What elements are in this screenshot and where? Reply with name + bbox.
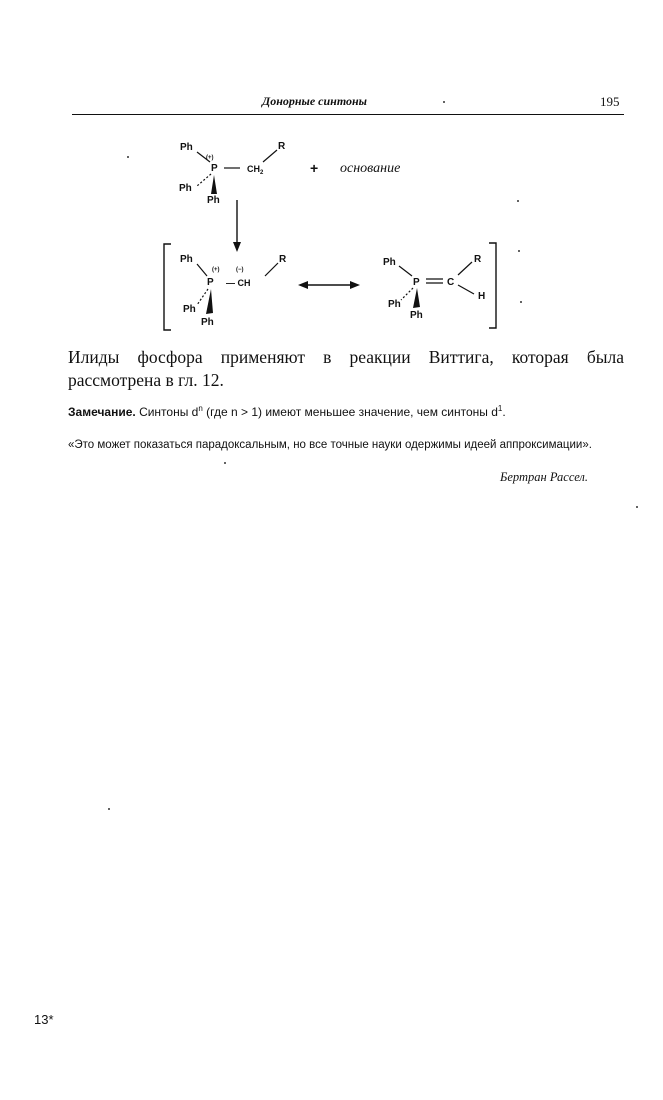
ph-label: Ph: [410, 310, 423, 321]
phosphonium-salt: [179, 141, 400, 206]
quote-author: Бертран Рассел.: [500, 470, 589, 484]
ph-label: Ph: [207, 195, 220, 206]
main-paragraph: Илиды фосфора применяют в реакции Виттига, которая была рассмотрена в гл. 12.: [68, 347, 624, 390]
base-label: основание: [340, 161, 401, 176]
dashed-bond: [197, 174, 211, 186]
scan-speck: [520, 301, 522, 303]
note-label: Замечание.: [68, 405, 136, 419]
bond-line: [458, 262, 472, 275]
wedge-bond: [211, 175, 217, 194]
note-paragraph: [68, 404, 628, 419]
charge-plus: (+): [212, 267, 220, 273]
right-bracket: [489, 243, 496, 328]
scan-speck: [518, 250, 520, 252]
ph-label: Ph: [179, 183, 192, 194]
note-superscript: n: [198, 404, 203, 413]
down-arrow-icon: [233, 200, 241, 252]
charge-minus: (−): [236, 267, 244, 273]
ph-label: Ph: [388, 299, 401, 310]
plus-sign: +: [310, 160, 319, 176]
ylene-structure: [383, 254, 485, 321]
ch2-sub: 2: [260, 170, 264, 176]
header-title: Донорные синтоны: [262, 94, 367, 108]
wittig-ylide-scheme: [0, 0, 663, 340]
scan-speck: [443, 101, 445, 103]
bond-line: [263, 150, 277, 162]
phosphorus-label: P: [413, 277, 420, 288]
ph-label: Ph: [180, 142, 193, 153]
epigraph-quote: «Это может показаться парадоксальным, но все точные науки одержимы идеей аппроксимации».: [68, 439, 592, 451]
ylide-structure: [180, 254, 287, 328]
ph-label: Ph: [201, 317, 214, 328]
scan-speck: [636, 506, 638, 508]
dashed-bond: [197, 289, 208, 305]
r-label: R: [279, 254, 287, 265]
bond-line: [197, 264, 207, 276]
resonance-arrow-icon: [298, 281, 360, 289]
note-text: Синтоны d: [139, 405, 199, 419]
carbon-label: C: [447, 277, 455, 288]
scan-speck: [224, 462, 226, 464]
signature-mark: 13*: [34, 1012, 54, 1027]
left-bracket: [164, 244, 171, 330]
bond-line: [265, 263, 278, 276]
note-text: .: [502, 405, 506, 419]
ch2-label: [247, 164, 264, 176]
r-label: R: [474, 254, 482, 265]
dashed-bond: [401, 288, 413, 300]
ch-label: — CH: [226, 278, 251, 288]
bond-line: [458, 285, 474, 294]
scan-speck: [517, 200, 519, 202]
charge-plus: (+): [206, 155, 214, 161]
bond-line: [399, 266, 412, 276]
ph-label: Ph: [383, 257, 396, 268]
scan-speck: [108, 808, 110, 810]
r-label: R: [278, 141, 286, 152]
wedge-bond: [206, 289, 213, 314]
phosphorus-label: P: [211, 163, 218, 174]
ch2-main: CH: [247, 164, 260, 174]
h-label: H: [478, 291, 486, 302]
ph-label: Ph: [183, 304, 196, 315]
page-number: 195: [600, 94, 620, 109]
note-superscript: 1: [497, 404, 503, 413]
note-text: (где n > 1) имеют меньшее значение, чем синтоны d: [202, 405, 498, 419]
ph-label: Ph: [180, 254, 193, 265]
scan-speck: [127, 156, 129, 158]
phosphorus-label: P: [207, 277, 214, 288]
wedge-bond: [413, 288, 420, 308]
